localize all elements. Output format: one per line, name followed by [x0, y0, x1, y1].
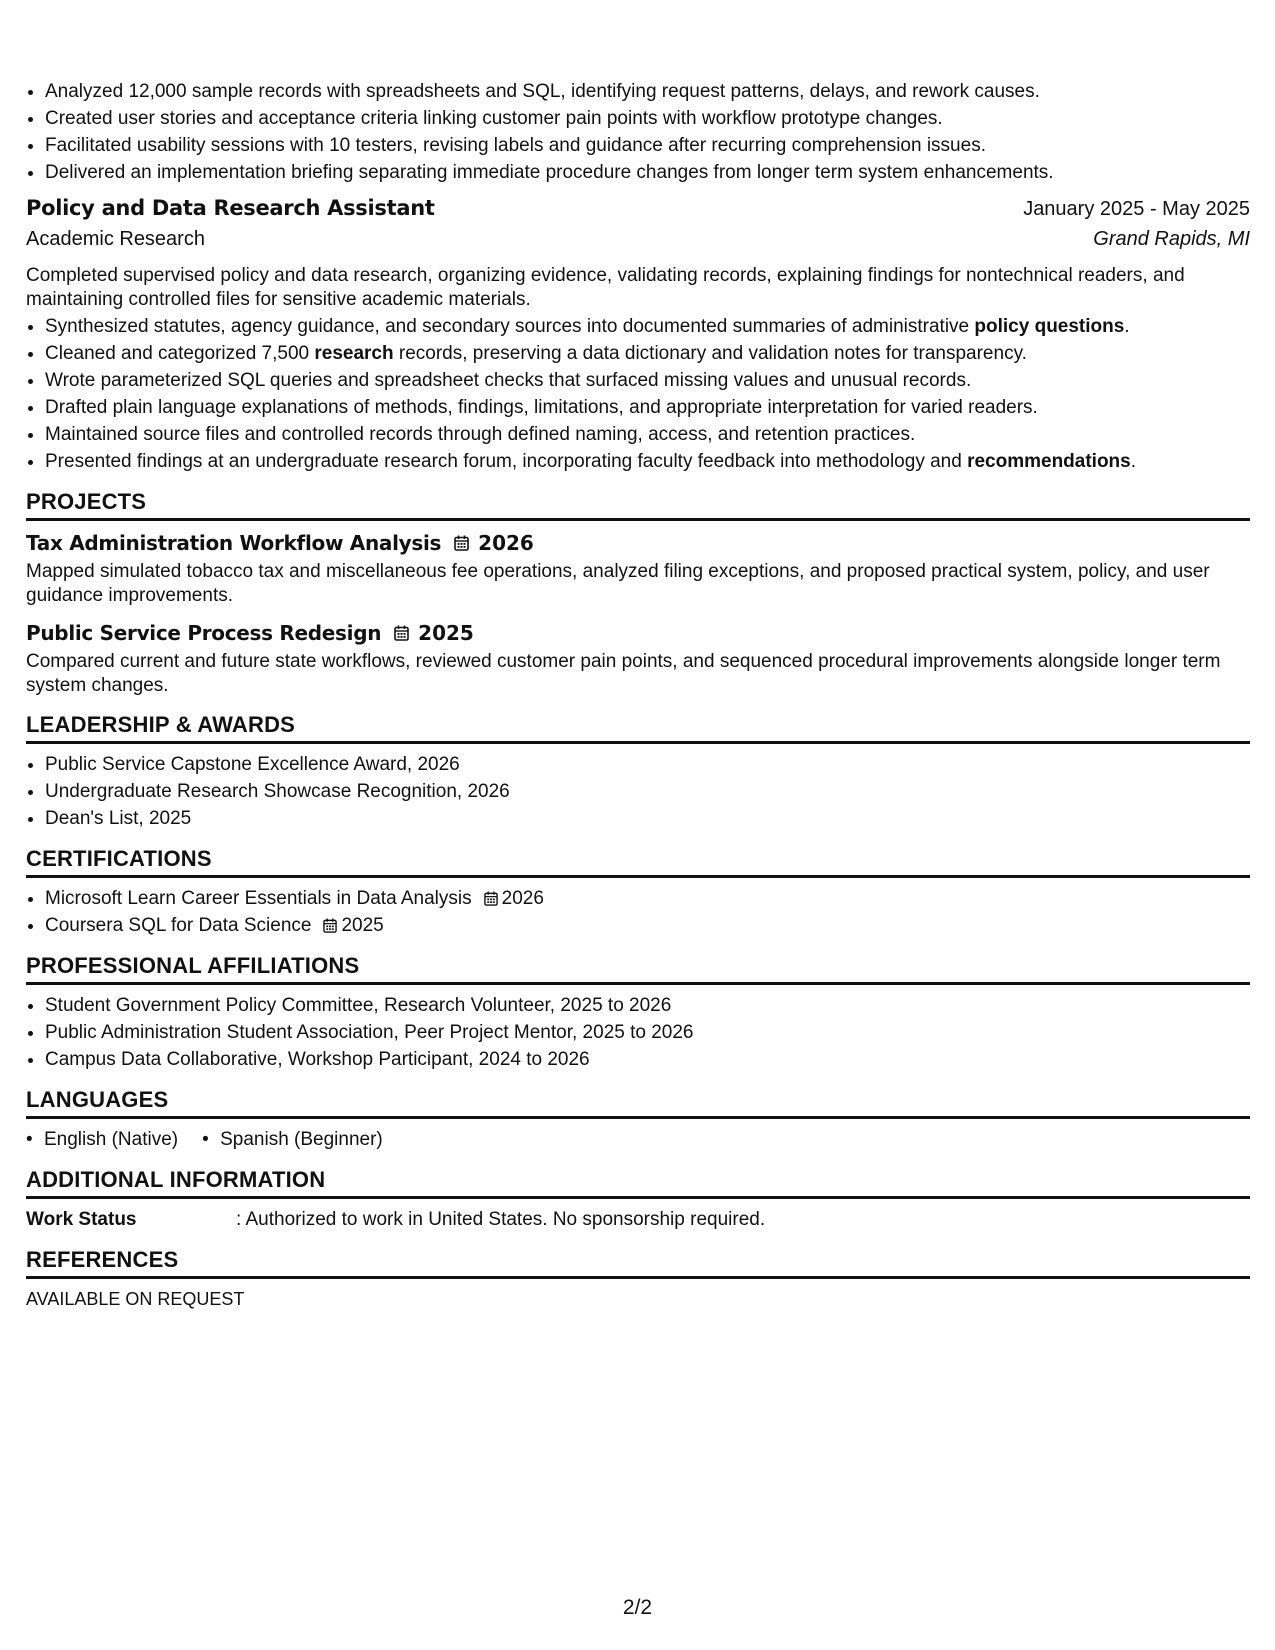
- certifications-heading: CERTIFICATIONS: [26, 846, 1250, 878]
- bullet-bold-text: policy questions: [974, 316, 1125, 337]
- job-header: [26, 196, 1250, 228]
- page-number: 2/2: [622, 1596, 653, 1619]
- list-item: • English (Native): [26, 1126, 178, 1153]
- list-item: • Maintained source files and controlled records through defined naming, access, and retention practices.: [45, 421, 1250, 448]
- project-year: 2026: [478, 531, 534, 555]
- list-item: • Campus Data Collaborative, Workshop Participant, 2024 to 2026: [45, 1046, 1250, 1073]
- list-item: • Delivered an implementation briefing separating immediate procedure changes from longer term system enhancements.: [45, 159, 1250, 186]
- work-status-value: : Authorized to work in United States. No sponsorship required.: [236, 1209, 766, 1230]
- job-organization: Academic Research: [26, 228, 205, 250]
- bullet-text: .: [1130, 451, 1137, 472]
- list-item: • Facilitated usability sessions with 10 testers, revising labels and guidance after recurring comprehension issues.: [45, 132, 1250, 159]
- list-item: [45, 885, 1250, 912]
- job-description: Completed supervised policy and data research, organizing evidence, validating records, explaining findings for nontechnical readers, and maintaining controlled files for sensitive academic materials.: [26, 265, 1185, 310]
- job-title: Policy and Data Research Assistant: [26, 196, 435, 220]
- list-item: • Spanish (Beginner): [202, 1126, 383, 1153]
- list-item: [45, 340, 1250, 367]
- calendar-icon: [394, 625, 409, 641]
- bullet-text: Synthesized statutes, agency guidance, and secondary sources into documented summaries of administrative: [45, 316, 975, 337]
- certification-name: Coursera SQL for Data Science: [45, 915, 312, 936]
- languages-heading: LANGUAGES: [26, 1087, 1250, 1119]
- list-item: • Wrote parameterized SQL queries and spreadsheet checks that surfaced missing values and unusual records.: [45, 367, 1250, 394]
- project-description: Mapped simulated tobacco tax and miscellaneous fee operations, analyzed filing exceptions, and proposed practical system, policy, and user guidance improvements.: [26, 561, 1210, 606]
- leadership-heading: LEADERSHIP & AWARDS: [26, 712, 1250, 744]
- affiliations-list: [26, 992, 1250, 1073]
- project-title: Public Service Process Redesign: [26, 621, 382, 645]
- work-status-label: Work Status: [26, 1209, 137, 1230]
- resume-page: [26, 78, 1250, 1312]
- additional-info-heading: ADDITIONAL INFORMATION: [26, 1167, 1250, 1199]
- list-item: • Public Service Capstone Excellence Award, 2026: [45, 751, 1250, 778]
- list-item: [45, 912, 1250, 939]
- bullet-bold-text: recommendations: [967, 451, 1131, 472]
- projects-heading: PROJECTS: [26, 489, 1250, 521]
- languages-list: [26, 1126, 1250, 1153]
- list-item: • Drafted plain language explanations of methods, findings, limitations, and appropriate interpretation for varied readers.: [45, 394, 1250, 421]
- list-item: • Undergraduate Research Showcase Recognition, 2026: [45, 778, 1250, 805]
- list-item: • Dean's List, 2025: [45, 805, 1250, 832]
- bullet-text: records, preserving a data dictionary and validation notes for transparency.: [393, 343, 1027, 364]
- job-dates: January 2025 - May 2025: [1023, 198, 1250, 220]
- list-item: [45, 448, 1250, 475]
- certification-year: 2025: [341, 915, 384, 936]
- list-item: • Analyzed 12,000 sample records with spreadsheets and SQL, identifying request patterns, delays, and rework causes.: [45, 78, 1250, 105]
- project-title: Tax Administration Workflow Analysis: [26, 531, 442, 555]
- project-description: Compared current and future state workflows, reviewed customer pain points, and sequenced procedural improvements alongside longer term system changes.: [26, 651, 1221, 696]
- list-item: • Public Administration Student Association, Peer Project Mentor, 2025 to 2026: [45, 1019, 1250, 1046]
- references-text: AVAILABLE ON REQUEST: [26, 1289, 245, 1309]
- job-location: Grand Rapids, MI: [1093, 228, 1250, 250]
- list-item: • Student Government Policy Committee, Research Volunteer, 2025 to 2026: [45, 992, 1250, 1019]
- certifications-list: [26, 885, 1250, 939]
- previous-job-bullets: [26, 78, 1250, 186]
- bullet-text: Cleaned and categorized 7,500: [45, 343, 315, 364]
- references-heading: REFERENCES: [26, 1247, 1250, 1279]
- certification-year: 2026: [501, 888, 544, 909]
- bullet-text: Presented findings at an undergraduate research forum, incorporating faculty feedback into methodology and: [45, 451, 968, 472]
- calendar-icon: [454, 535, 469, 551]
- work-status-row: [26, 1206, 1250, 1233]
- project-header: [26, 528, 1250, 558]
- project-year: 2025: [418, 621, 474, 645]
- calendar-icon: [323, 918, 337, 933]
- bullet-text: .: [1124, 316, 1130, 337]
- affiliations-heading: PROFESSIONAL AFFILIATIONS: [26, 953, 1250, 985]
- certification-name: Microsoft Learn Career Essentials in Data Analysis: [45, 888, 472, 909]
- job-bullets: [26, 313, 1250, 475]
- list-item: [45, 313, 1250, 340]
- calendar-icon: [484, 891, 498, 906]
- job-subheader: [26, 228, 1250, 260]
- project-header: [26, 618, 1250, 648]
- list-item: • Created user stories and acceptance criteria linking customer pain points with workflow prototype changes.: [45, 105, 1250, 132]
- bullet-bold-text: research: [314, 343, 394, 364]
- leadership-list: [26, 751, 1250, 832]
